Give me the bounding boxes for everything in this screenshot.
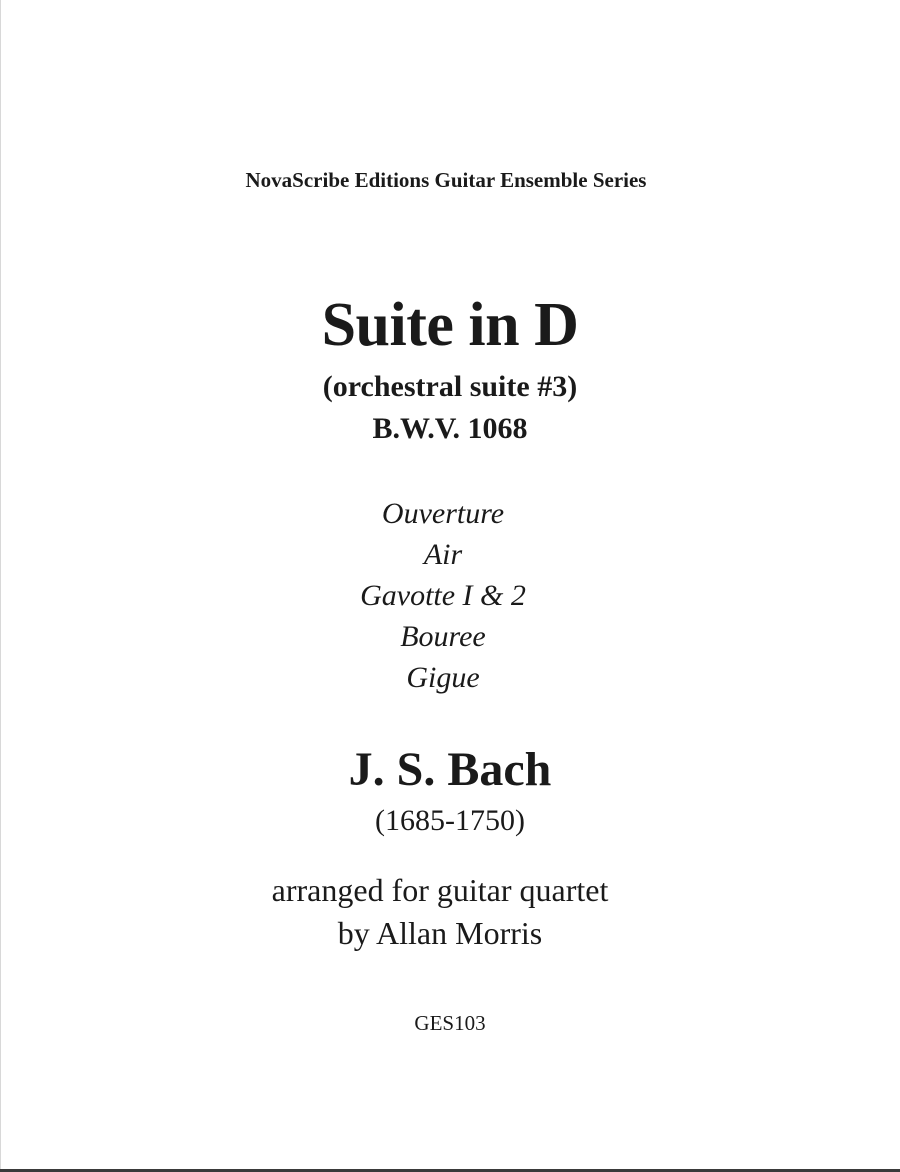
arranger-line: by Allan Morris [337,915,543,951]
arrangement-line: arranged for guitar quartet [271,872,609,908]
subtitle: (orchestral suite #3) [322,370,578,403]
movement-list [0,493,886,698]
composer-name: J. S. Bach [348,743,552,796]
movement-item: Gavotte I & 2 [360,579,526,612]
movement-item: Air [423,538,463,571]
series-name: NovaScribe Editions Guitar Ensemble Series [245,168,647,192]
catalog-number: GES103 [414,1011,486,1035]
catalog-reference: B.W.V. 1068 [372,412,528,445]
composer-dates: (1685-1750) [375,804,525,837]
movement-item: Bouree [400,620,486,653]
movement-item: Ouverture [381,497,505,530]
movement-item: Gigue [406,661,480,694]
page-title: Suite in D [321,291,579,359]
